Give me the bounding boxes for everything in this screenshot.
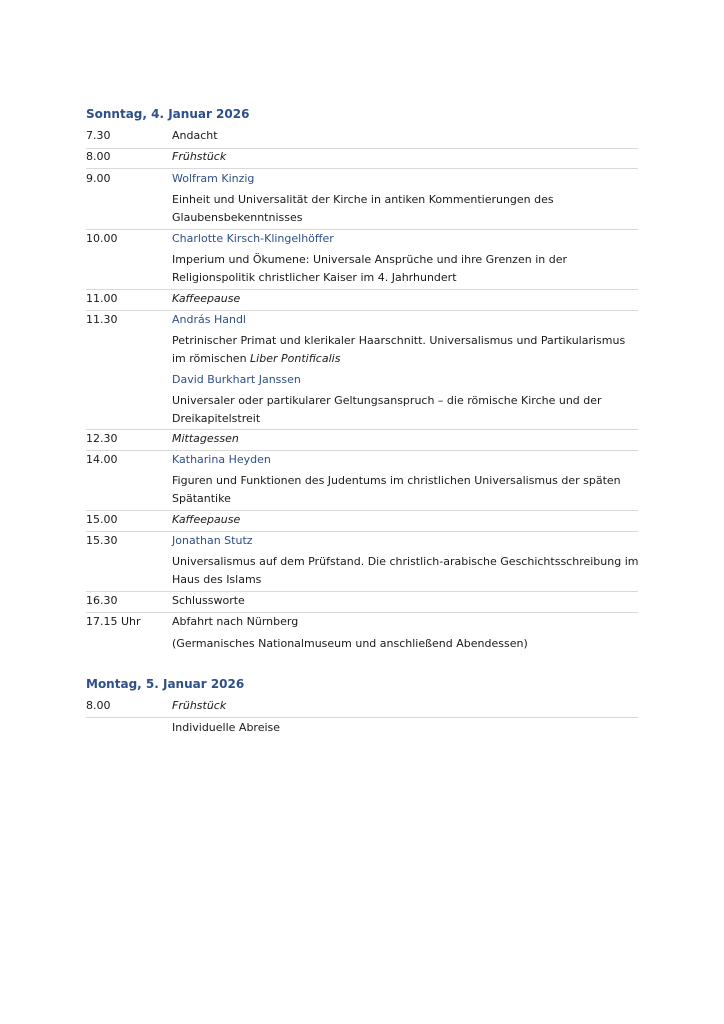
speaker-name: David Burkhart Janssen: [172, 373, 301, 386]
talk-title-text: Petrinischer Primat und klerikaler Haarschnitt. Universalismus und Partikularismus im römischen: [172, 334, 626, 365]
entry-text: Kaffeepause: [172, 513, 241, 526]
entry-text: Frühstück: [172, 699, 227, 712]
talk-title: Universalismus auf dem Prüfstand. Die christlich-arabische Geschichtsschreibung im Haus des Islams: [172, 555, 639, 586]
time-label: 12.30: [86, 432, 118, 445]
talk-title: Figuren und Funktionen des Judentums im christlichen Universalismus der späten Spätantike: [172, 474, 621, 505]
time-label: 11.30: [86, 313, 118, 326]
time-label: 8.00: [86, 699, 111, 712]
time-label: 17.15 Uhr: [86, 615, 141, 628]
time-label: 15.30: [86, 534, 118, 547]
divider: [86, 717, 638, 718]
speaker-name: Charlotte Kirsch-Klingelhöffer: [172, 232, 334, 245]
talk-title: Universaler oder partikularer Geltungsanspruch – die römische Kirche und der Dreikapitelstreit: [172, 394, 602, 425]
divider: [86, 168, 638, 169]
entry-text: Mittagessen: [172, 432, 239, 445]
speaker-name: Katharina Heyden: [172, 453, 271, 466]
entry-text: Individuelle Abreise: [172, 721, 281, 734]
time-label: 15.00: [86, 513, 118, 526]
time-label: 8.00: [86, 150, 111, 163]
talk-title: Imperium und Ökumene: Universale Ansprüche und ihre Grenzen in der Religionspolitik christlicher Kaiser im 4. Jahrhundert: [172, 253, 567, 284]
entry-note: (Germanisches Nationalmuseum und anschließend Abendessen): [172, 637, 528, 650]
day-heading-sunday: Sonntag, 4. Januar 2026: [86, 107, 250, 121]
talk-title: [172, 332, 642, 368]
entry-text: Andacht: [172, 129, 218, 142]
time-label: 9.00: [86, 172, 111, 185]
time-label: 10.00: [86, 232, 118, 245]
speaker-name: Wolfram Kinzig: [172, 172, 255, 185]
talk-title: Einheit und Universalität der Kirche in antiken Kommentierungen des Glaubensbekenntnisses: [172, 193, 554, 224]
talk-title-italic: Liber Pontificalis: [250, 352, 341, 365]
entry-text: Abfahrt nach Nürnberg: [172, 615, 299, 628]
entry-text: Kaffeepause: [172, 292, 241, 305]
time-label: 16.30: [86, 594, 118, 607]
time-label: 14.00: [86, 453, 118, 466]
speaker-name: András Handl: [172, 313, 246, 326]
time-label: 7.30: [86, 129, 111, 142]
entry-text: Schlussworte: [172, 594, 245, 607]
day-heading-monday: Montag, 5. Januar 2026: [86, 677, 245, 691]
speaker-name: Jonathan Stutz: [172, 534, 253, 547]
entry-text: Frühstück: [172, 150, 227, 163]
time-label: 11.00: [86, 292, 118, 305]
